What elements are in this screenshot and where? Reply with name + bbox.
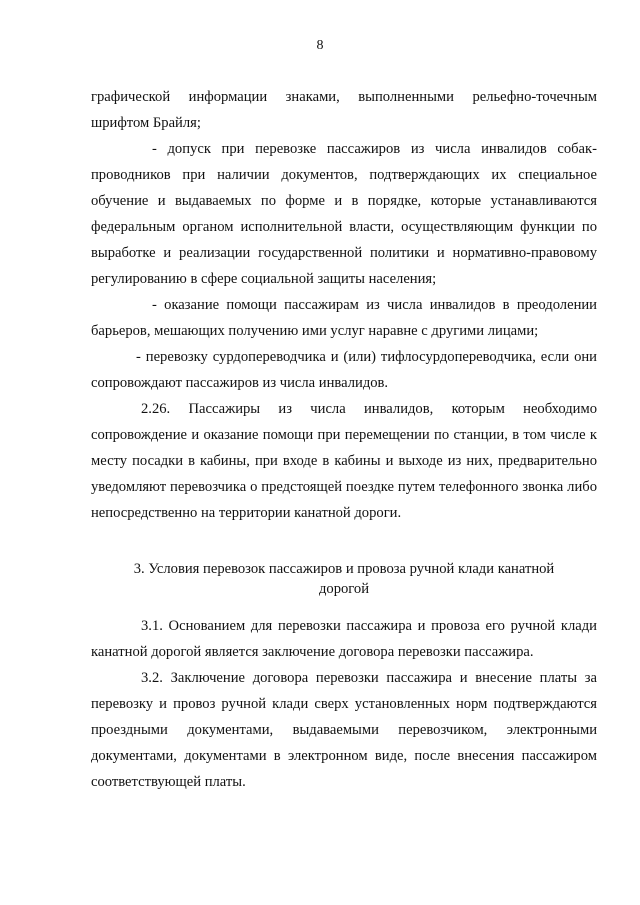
page-number: 8 xyxy=(316,38,324,53)
section-3-heading: 3. Условия перевозок пассажиров и провоза ручной клади канатной дорогой xyxy=(133,561,555,597)
paragraph-braille-continuation: графической информации знаками, выполненными рельефно-точечным шрифтом Брайля; xyxy=(91,89,597,131)
paragraph-assistance: - оказание помощи пассажирам из числа инвалидов в преодолении барьеров, мешающих получению ими услуг наравне с другими лицами; xyxy=(91,297,597,339)
document-body xyxy=(91,84,597,795)
paragraph-3-2: 3.2. Заключение договора перевозки пассажира и внесение платы за перевозку и провоз ручной клади сверх установленных норм подтверждаются проездными документами, выдаваемыми перевозчиком, электронными документами, документами в электронном виде, после внесения пассажиром соответствующей платы. xyxy=(91,670,597,790)
paragraph-guide-dogs: - допуск при перевозке пассажиров из числа инвалидов собак-проводников при наличии документов, подтверждающих их специальное обучение и выдаваемых по форме и в порядке, которые устанавливаются федеральным органом исполнительной власти, осуществляющим функции по выработке и реализации государственной политики и нормативно-правовому регулированию в сфере социальной защиты населения; xyxy=(91,141,597,287)
paragraph-sign-interpreter: - перевозку сурдопереводчика и (или) тифлосурдопереводчика, если они сопровождают пассажиров из числа инвалидов. xyxy=(91,349,597,391)
paragraph-2-26: 2.26. Пассажиры из числа инвалидов, которым необходимо сопровождение и оказание помощи при перемещении по станции, в том числе к месту посадки в кабины, при входе в кабины и выходе из них, предварительно уведомляют перевозчика о предстоящей поездке путем телефонного звонка либо непосредственно на территории канатной дороги. xyxy=(91,401,597,521)
paragraph-3-1: 3.1. Основанием для перевозки пассажира и провоза его ручной клади канатной дорогой является заключение договора перевозки пассажира. xyxy=(91,618,597,660)
